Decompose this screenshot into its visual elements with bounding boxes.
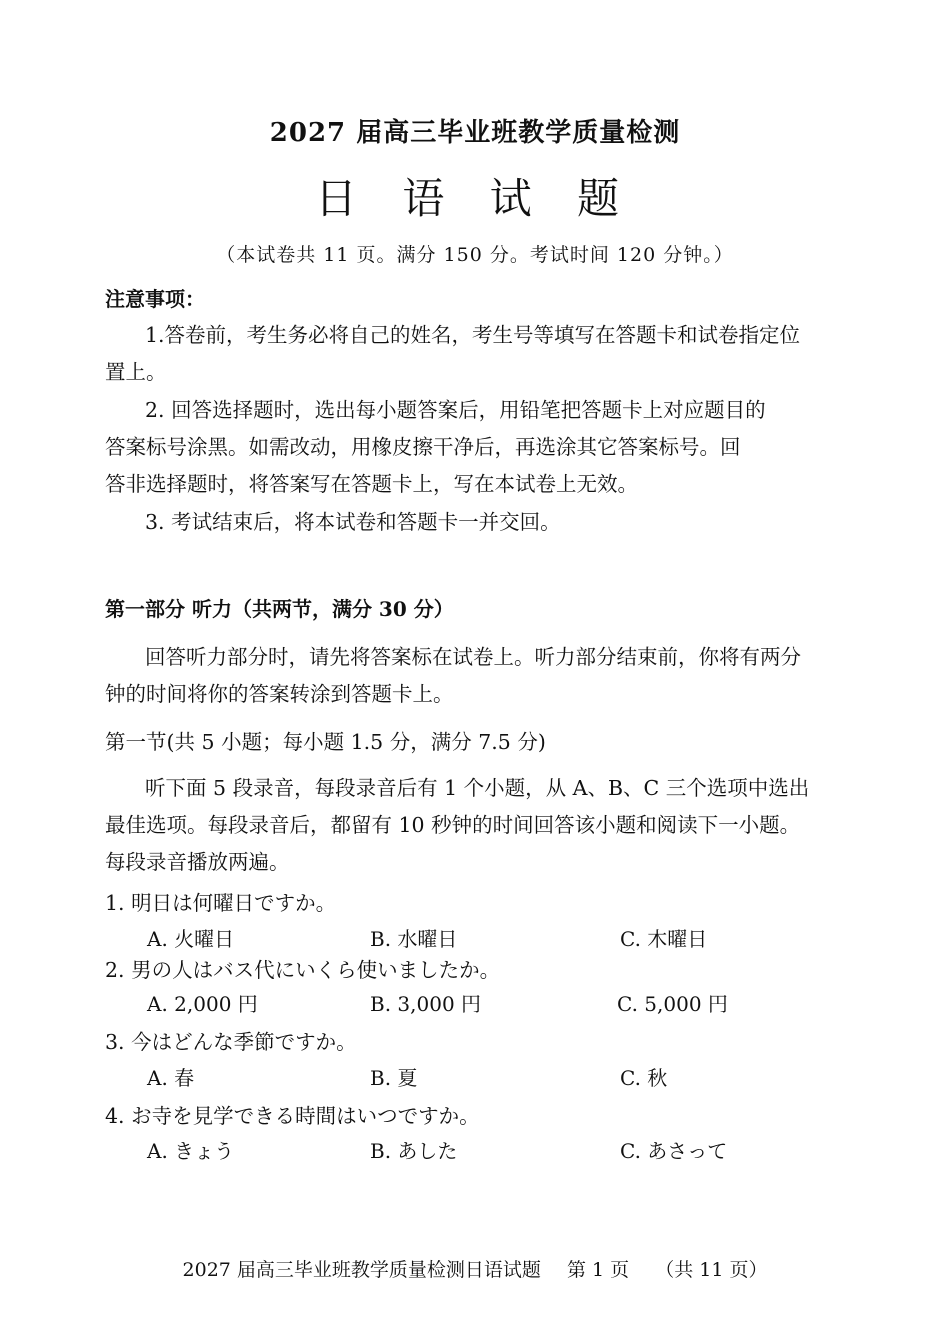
notice-line: 置上。 [105, 360, 167, 384]
page-footer [0, 1255, 950, 1282]
question-2-option-a: A. 2,000 円 [147, 992, 258, 1016]
question-1: 1. 明日は何曜日ですか。 [105, 891, 337, 915]
notice-line: 3. 考试结束后，将本试卷和答题卡一并交回。 [145, 510, 561, 534]
section1-intro-line: 听下面 5 段录音，每段录音后有 1 个小题，从 A、B、C 三个选项中选出 [145, 776, 810, 800]
footer-title: 2027 届高三毕业班教学质量检测日语试题 [182, 1259, 541, 1281]
question-2: 2. 男の人はバス代にいくら使いましたか。 [105, 958, 501, 982]
notice-line: 答非选择题时，将答案写在答题卡上，写在本试卷上无效。 [105, 472, 638, 496]
question-4-option-b: B. あした [370, 1139, 458, 1163]
question-1-option-a: A. 火曜日 [147, 927, 235, 951]
footer-total-pages: （共 11 页） [655, 1259, 768, 1281]
question-3-option-b: B. 夏 [370, 1066, 418, 1090]
question-3: 3. 今はどんな季節ですか。 [105, 1030, 357, 1054]
question-1-option-c: C. 木曜日 [620, 927, 708, 951]
question-4: 4. お寺を見学できる時間はいつですか。 [105, 1104, 480, 1128]
notice-line: 1.答卷前，考生务必将自己的姓名，考生号等填写在答题卡和试卷指定位 [145, 323, 801, 347]
question-2-option-b: B. 3,000 円 [370, 992, 482, 1016]
question-3-option-a: A. 春 [147, 1066, 195, 1090]
notice-line: 答案标号涂黑。如需改动，用橡皮擦干净后，再选涂其它答案标号。回 [105, 435, 741, 459]
question-1-option-b: B. 水曜日 [370, 927, 458, 951]
question-3-option-c: C. 秋 [620, 1066, 668, 1090]
notice-heading: 注意事项： [105, 287, 205, 311]
question-4-option-a: A. きょう [147, 1139, 235, 1163]
section1-heading: 第一节(共 5 小题；每小题 1.5 分，满分 7.5 分) [105, 730, 546, 754]
exam-info: （本试卷共 11 页。满分 150 分。考试时间 120 分钟。） [216, 244, 734, 266]
part1-heading: 第一部分 听力（共两节，满分 30 分） [105, 597, 454, 621]
notice-line: 2. 回答选择题时，选出每小题答案后，用铅笔把答题卡上对应题目的 [145, 398, 766, 422]
section1-intro-line: 最佳选项。每段录音后，都留有 10 秒钟的时间回答该小题和阅读下一小题。 [105, 813, 801, 837]
footer-page-number: 第 1 页 [566, 1259, 630, 1281]
subject-title: 日 语 试 题 [314, 174, 636, 223]
exam-title: 2027 届高三毕业班教学质量检测 [269, 118, 681, 148]
section1-intro-line: 每段录音播放两遍。 [105, 850, 290, 874]
part1-intro-line: 钟的时间将你的答案转涂到答题卡上。 [105, 682, 454, 706]
question-2-option-c: C. 5,000 円 [617, 992, 728, 1016]
question-4-option-c: C. あさって [620, 1139, 728, 1163]
part1-intro-line: 回答听力部分时，请先将答案标在试卷上。听力部分结束前，你将有两分 [145, 645, 801, 669]
